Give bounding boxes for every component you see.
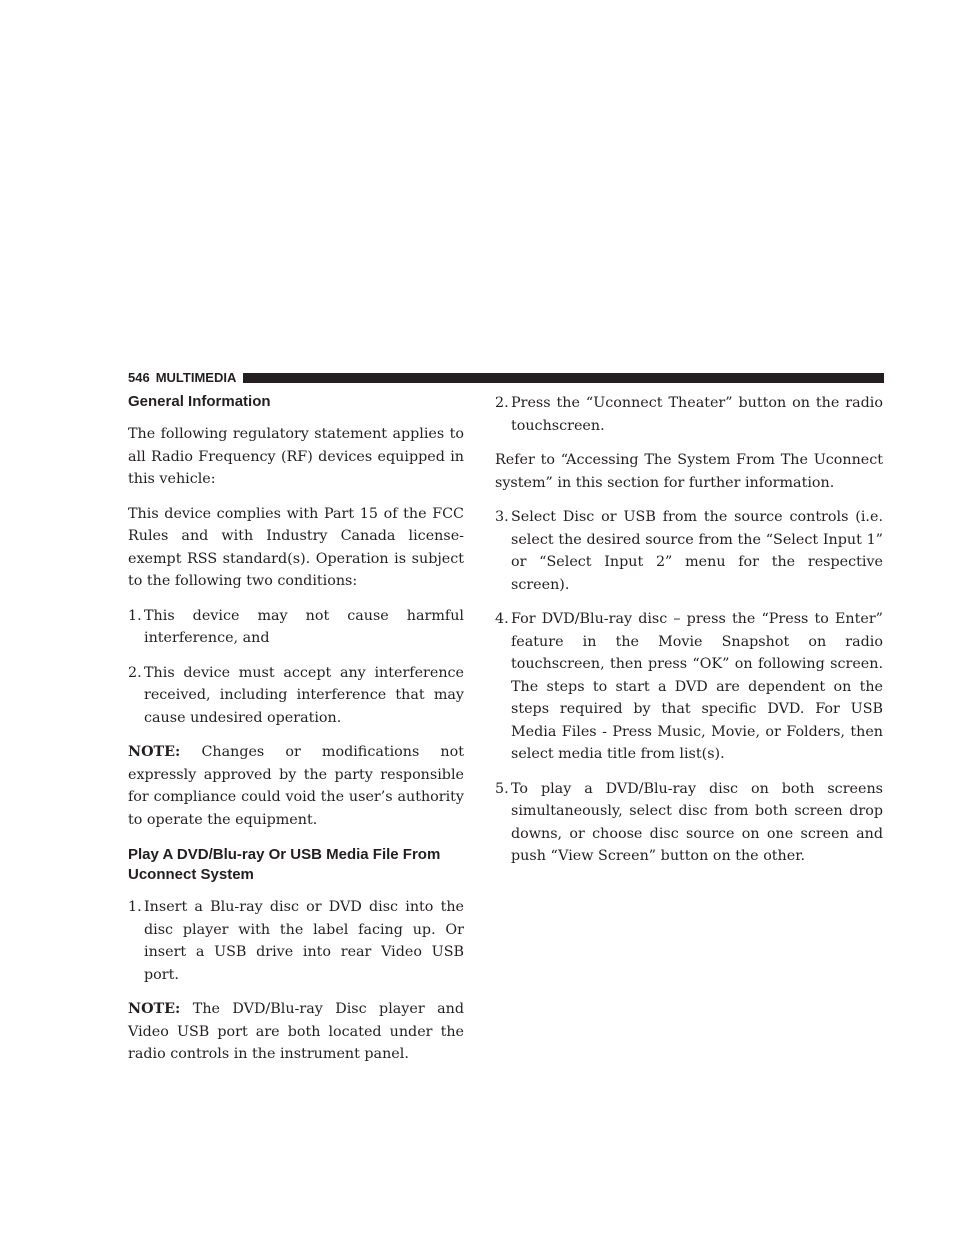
list-item-text: Press the “Uconnect Theater” button on the radio touchscreen. [511,395,883,434]
list-item [128,896,464,986]
list-item-number: 5. [495,780,509,797]
left-column [128,392,464,1078]
section-title: MULTIMEDIA [155,370,237,385]
list-item [128,662,464,730]
list-item-text: This device must accept any interference received, including interference that may cause undesired operation. [144,664,464,726]
list-item [495,392,883,437]
header-rule [243,373,884,383]
list-item-number: 4. [495,611,509,627]
list-item [495,506,883,596]
note-disc-player-location [128,998,464,1066]
heading-general-information: General Information [128,393,271,410]
list-item-number: 2. [128,664,142,681]
list-item-number: 1. [128,607,142,624]
page-number: 546 [128,370,150,385]
note-text: The DVD/Blu-ray Disc player and Video USB port are both located under the radio controls in the instrument panel. [128,1001,464,1062]
note-label: NOTE: [128,1001,181,1017]
note-modifications [128,741,464,831]
paragraph-regulatory-statement: The following regulatory statement applies to all Radio Frequency (RF) devices equipped in this vehicle: [128,426,464,487]
list-item [128,605,464,650]
paragraph-fcc-compliance: This device complies with Part 15 of the FCC Rules and with Industry Canada license-exempt RSS standard(s). Operation is subject to the following two conditions: [128,505,464,589]
list-item-text: To play a DVD/Blu-ray disc on both screens simultaneously, select disc from both screen drop downs, or choose disc source on one screen and push “View Screen” button on the other. [511,780,883,864]
list-item-number: 1. [128,899,142,915]
list-item [495,778,883,868]
list-item-text: This device may not cause harmful interference, and [144,607,464,646]
page-header [128,368,884,388]
list-item-text: Insert a Blu-ray disc or DVD disc into the disc player with the label facing up. Or insert a USB drive into rear Video USB port. [144,899,464,983]
right-column [495,392,883,880]
note-text: Changes or modifications not expressly approved by the party responsible for compliance could void the user’s authority to operate the equipment. [128,744,464,828]
heading-play-dvd: Play A DVD/Blu-ray Or USB Media File From Uconnect System [128,846,441,883]
list-item-text: Select Disc or USB from the source controls (i.e. select the desired source from the “Select Input 1” or “Select Input 2” menu for the respective screen). [511,509,883,593]
list-item-number: 3. [495,509,509,525]
paragraph-refer-accessing: Refer to “Accessing The System From The Uconnect system” in this section for further information. [495,452,883,491]
list-item-text: For DVD/Blu-ray disc – press the “Press to Enter” feature in the Movie Snapshot on radio touchscreen, then press “OK” on following screen. The steps to start a DVD are dependent on the steps required by that specific DVD. For USB Media Files - Press Music, Movie, or Folders, then select media title from list(s). [511,611,883,762]
list-item [495,608,883,766]
list-item-number: 2. [495,395,509,411]
note-label: NOTE: [128,744,181,760]
